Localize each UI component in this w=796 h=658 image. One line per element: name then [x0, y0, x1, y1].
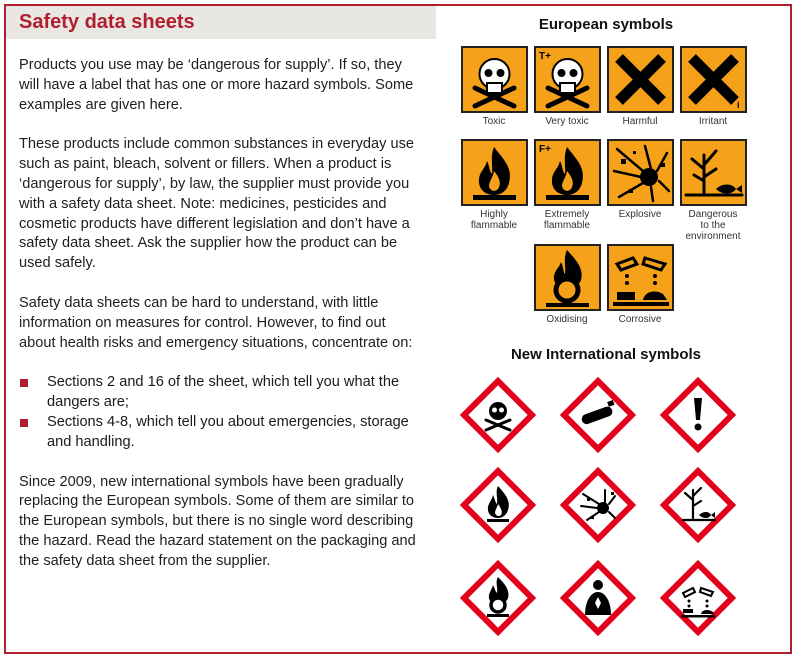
- bullet-icon: [20, 419, 28, 427]
- symbol-toxic: Toxic: [454, 46, 534, 127]
- svg-text:T+: T+: [538, 51, 551, 62]
- page-title: Safety data sheets: [19, 11, 195, 33]
- corrosion-icon: [609, 246, 672, 309]
- list-item: Sections 4-8, which tell you about emergencies, storage and handling.: [19, 413, 424, 453]
- ghs-corrosion-icon: [659, 559, 737, 637]
- symbol-corrosive: Corrosive: [600, 244, 680, 325]
- ghs-explosion-icon: [559, 466, 637, 544]
- sheets-paragraph: Safety data sheets can be hard to understand, with little information on measures for control. However, to find out about health risks and emergency situations, concentrate on:: [19, 294, 413, 351]
- saltire-x-icon: [609, 48, 672, 111]
- ghs-skull-icon: [459, 376, 537, 454]
- bullet-icon: [20, 379, 28, 387]
- ghs-oxidiser-icon: [459, 559, 537, 637]
- saltire-x-icon: [682, 48, 745, 111]
- european-symbols-heading: European symbols: [538, 16, 674, 33]
- dead-tree-fish-icon: [682, 141, 745, 204]
- symbol-very-toxic: T+ Very toxic: [527, 46, 607, 127]
- ghs-exclamation-icon: [659, 376, 737, 454]
- intro-paragraph: Products you use may be ‘dangerous for supply’. If so, they will have a label that has one or more hazard symbols. Some examples are given here.: [19, 57, 414, 113]
- svg-text:i: i: [736, 100, 740, 110]
- symbol-dangerous-environment: Dangerous to the environment: [673, 139, 753, 242]
- ghs-flame-icon: [459, 466, 537, 544]
- symbol-highly-flammable: Highly flammable: [454, 139, 534, 231]
- ghs-health-hazard-icon: [559, 559, 637, 637]
- ghs-gas-cylinder-icon: [559, 376, 637, 454]
- svg-text:F+: F+: [538, 144, 551, 155]
- international-symbols-heading: New International symbols: [510, 346, 702, 363]
- symbol-oxidising: Oxidising: [527, 244, 607, 325]
- symbol-harmful: Harmful: [600, 46, 680, 127]
- flame-icon: [536, 141, 599, 204]
- title-bar: [6, 6, 436, 39]
- flame-over-circle-icon: [536, 246, 599, 309]
- list-item: Sections 2 and 16 of the sheet, which tell you what the dangers are;: [19, 373, 424, 413]
- ghs-environment-icon: [659, 466, 737, 544]
- skull-crossbones-icon: [463, 48, 526, 111]
- skull-crossbones-icon: [536, 48, 599, 111]
- symbol-irritant: i Irritant: [673, 46, 753, 127]
- closing-paragraph: Since 2009, new international symbols have been gradually replacing the European symbols. Some of them are similar to the European symbols, but there is no single word describing the hazard. Read the hazard statement on the packaging and the safety data sheet from the supplier.: [19, 473, 416, 569]
- symbol-explosive: Explosive: [600, 139, 680, 220]
- symbol-extremely-flammable: F+ Extremely flammable: [527, 139, 607, 231]
- body-text: [19, 56, 424, 592]
- products-paragraph: These products include common substances in everyday use such as paint, bleach, solvent or fillers. When a product is ‘dangerous for supply’, by law, the supplier must provide you with a safety data sheet. Note: medicines, pesticides and cosmetic products have different legislation and don’t have a safety data sheet. Ask the supplier how the product can be used safely.: [19, 136, 415, 272]
- explosion-icon: [609, 141, 672, 204]
- section-list: [19, 373, 424, 452]
- safety-data-sheets-panel: [4, 4, 792, 654]
- flame-icon: [463, 141, 526, 204]
